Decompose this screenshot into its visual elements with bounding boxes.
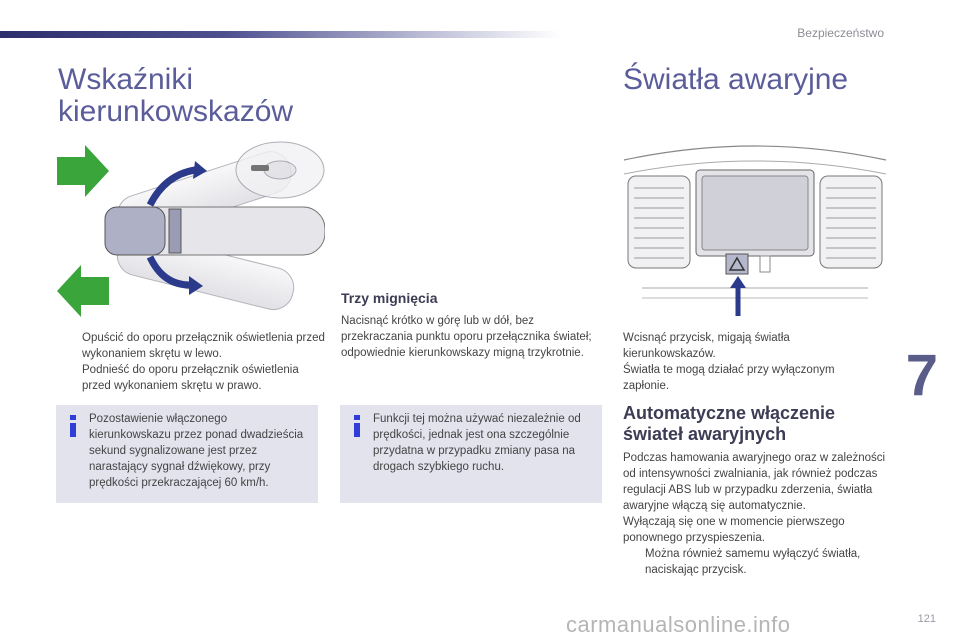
right-heading xyxy=(623,403,903,445)
info-box-middle xyxy=(340,405,602,503)
section-title: Bezpieczeństwo xyxy=(797,26,884,40)
bullet-item xyxy=(623,546,888,578)
info-box-left xyxy=(56,405,318,503)
bullet-text: Podnieść do oporu przełącznik oświetlenia przed wykonaniem skrętu w prawo. xyxy=(82,364,299,392)
right-paragraph: Podczas hamowania awaryjnego oraz w zależności od intensywności zwalniania, jak również podczas regulacji ABS lub w przypadku zderzenia, światła awaryjne włączą się automatycznie. xyxy=(623,452,886,512)
bullet-text: Opuścić do oporu przełącznik oświetlenia przed wykonaniem skrętu w lewo. xyxy=(82,332,325,360)
chapter-number: 7 xyxy=(905,343,938,408)
right-title: Światła awaryjne xyxy=(623,63,849,96)
left-title-line1: Wskaźniki xyxy=(58,63,194,96)
right-paragraph: Wyłączają się one w momencie pierwszego ponownego przyspieszenia. xyxy=(623,516,845,544)
left-title-line2: kierunkowskazów xyxy=(58,95,294,128)
middle-heading: Trzy mignięcia xyxy=(341,290,438,306)
right-heading-line1: Automatyczne włączenie xyxy=(623,403,836,423)
dashboard-illustration xyxy=(622,130,888,320)
intro-line: Światła te mogą działać przy wyłączonym zapłonie. xyxy=(623,364,835,392)
info-text: Funkcji tej można używać niezależnie od prędkości, jednak jest ona szczególnie przydatna w przypadku zmiany pasa na drogach szybkiego ruchu. xyxy=(373,413,581,473)
left-title xyxy=(58,64,338,128)
bullet-item xyxy=(60,362,330,394)
page-number: 121 xyxy=(917,613,936,625)
intro-line: Wcisnąć przycisk, migają światła kierunkowskazów. xyxy=(623,332,790,360)
watermark: carmanualsonline.info xyxy=(566,612,791,637)
info-icon xyxy=(70,415,76,437)
bullet-text: Można również samemu wyłączyć światła, naciskając przycisk. xyxy=(645,548,861,576)
right-heading-line2: świateł awaryjnych xyxy=(623,424,787,444)
bullet-item xyxy=(60,330,330,362)
info-text: Pozostawienie włączonego kierunkowskazu przez ponad dwadzieścia sekund sygnalizowane jest przez narastający sygnał dźwiękowy, przy prędkości przekraczającej 60 km/h. xyxy=(89,413,304,489)
right-body xyxy=(623,450,888,578)
indicator-stalk-illustration xyxy=(55,135,325,325)
info-icon xyxy=(354,415,360,437)
middle-paragraph: Nacisnąć krótko w górę lub w dół, bez przekraczania punktu oporu przełącznika świateł; odpowiednie kierunkowskazy migną trzykrotnie. xyxy=(341,315,592,359)
right-intro xyxy=(623,330,883,394)
left-bullet-list xyxy=(60,330,330,394)
header-accent-bar xyxy=(0,31,560,38)
